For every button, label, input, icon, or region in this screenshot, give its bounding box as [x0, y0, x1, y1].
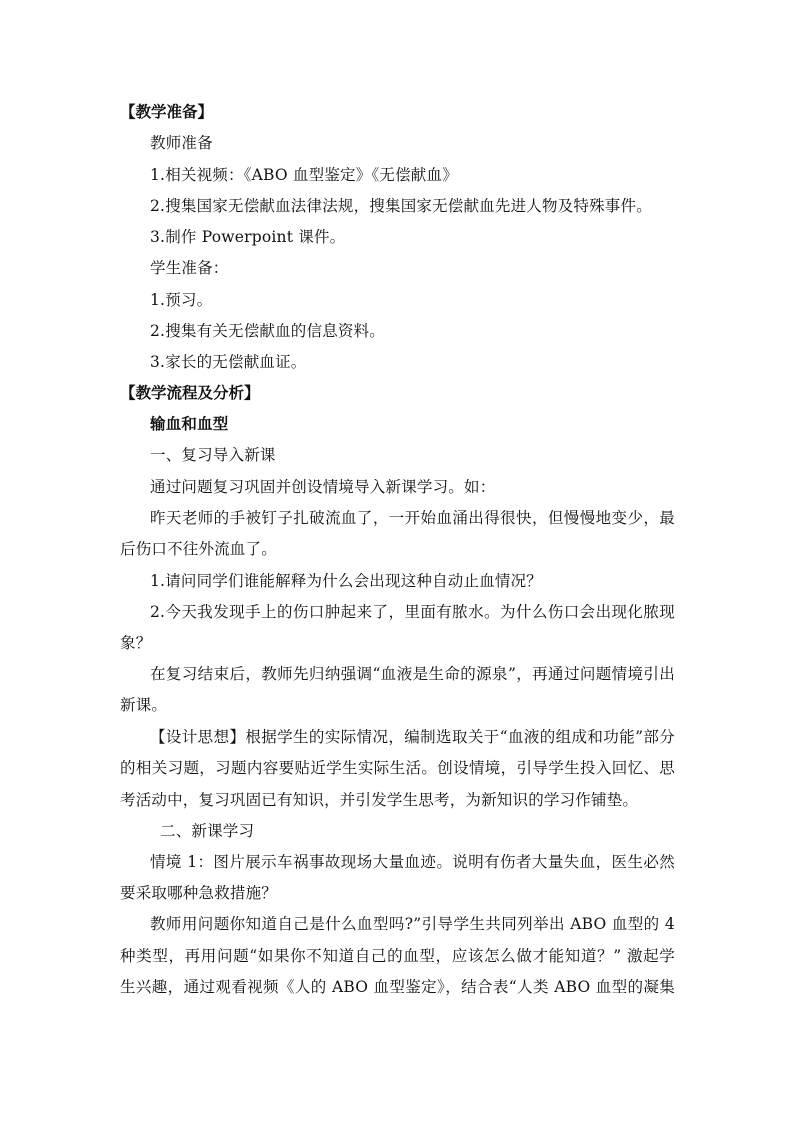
- design-note-line: 的相关习题，习题内容要贴近学生实际生活。创设情境，引导学生投入回忆、思: [120, 759, 675, 777]
- teacher-prep-item-1: 1.相关视频：《ABO 血型鉴定》《无偿献血》: [150, 166, 458, 184]
- student-prep-label: 学生准备：: [150, 259, 229, 277]
- paragraph: 通过问题复习巩固并创设情境导入新课学习。如：: [150, 478, 496, 496]
- teacher-prep-item-3: 3.制作 Powerpoint 课件。: [150, 228, 346, 246]
- topic-title: 输血和血型: [150, 414, 229, 433]
- part-2-title: 二、新课学习: [160, 822, 255, 840]
- teacher-prep-label: 教师准备: [150, 134, 213, 152]
- part-1-title: 一、复习导入新课: [150, 446, 276, 464]
- question-2-line: 象？: [120, 634, 152, 652]
- question-2-line: 2.今天我发现手上的伤口肿起来了，里面有脓水。为什么伤口会出现化脓现: [150, 603, 675, 621]
- paragraph-line: 在复习结束后，教师先归纳强调“血液是生命的源泉”，再通过问题情境引出: [150, 665, 675, 683]
- paragraph-line: 昨天老师的手被钉子扎破流血了，一开始血涌出得很快，但慢慢地变少，最: [150, 509, 675, 527]
- paragraph-line: 生兴趣，通过观看视频《人的 ABO 血型鉴定》，结合表“人类 ABO 血型的凝集: [120, 978, 675, 996]
- design-note-line: 【设计思想】根据学生的实际情况，编制选取关于“血液的组成和功能”部分: [150, 728, 675, 746]
- paragraph-line: 教师用问题你知道自己是什么血型吗?”引导学生共同列举出 ABO 血型的 4: [150, 915, 675, 933]
- scenario-1-line: 情境 1：图片展示车祸事故现场大量血迹。说明有伤者大量失血，医生必然: [150, 853, 675, 871]
- section-heading-flow: 【教学流程及分析】: [120, 383, 260, 402]
- paragraph-line: 种类型，再用问题“如果你不知道自己的血型，应该怎么做才能知道？” 激起学: [120, 947, 675, 965]
- section-heading-preparation: 【教学准备】: [120, 102, 214, 121]
- question-1: 1.请问同学们谁能解释为什么会出现这种自动止血情况？: [150, 572, 542, 590]
- student-prep-item-1: 1.预习。: [150, 291, 213, 309]
- design-note-line: 考活动中，复习巩固已有知识，并引发学生思考，为新知识的学习作铺垫。: [120, 791, 639, 809]
- teacher-prep-item-2: 2.搜集国家无偿献血法律法规，搜集国家无偿献血先进人物及特殊事件。: [150, 197, 652, 215]
- paragraph-line: 新课。: [120, 696, 168, 714]
- paragraph-line: 后伤口不往外流血了。: [120, 540, 278, 558]
- student-prep-item-2: 2.搜集有关无偿献血的信息资料。: [150, 322, 385, 340]
- student-prep-item-3: 3.家长的无偿献血证。: [150, 353, 307, 371]
- scenario-1-line: 要采取哪种急救措施？: [120, 884, 278, 902]
